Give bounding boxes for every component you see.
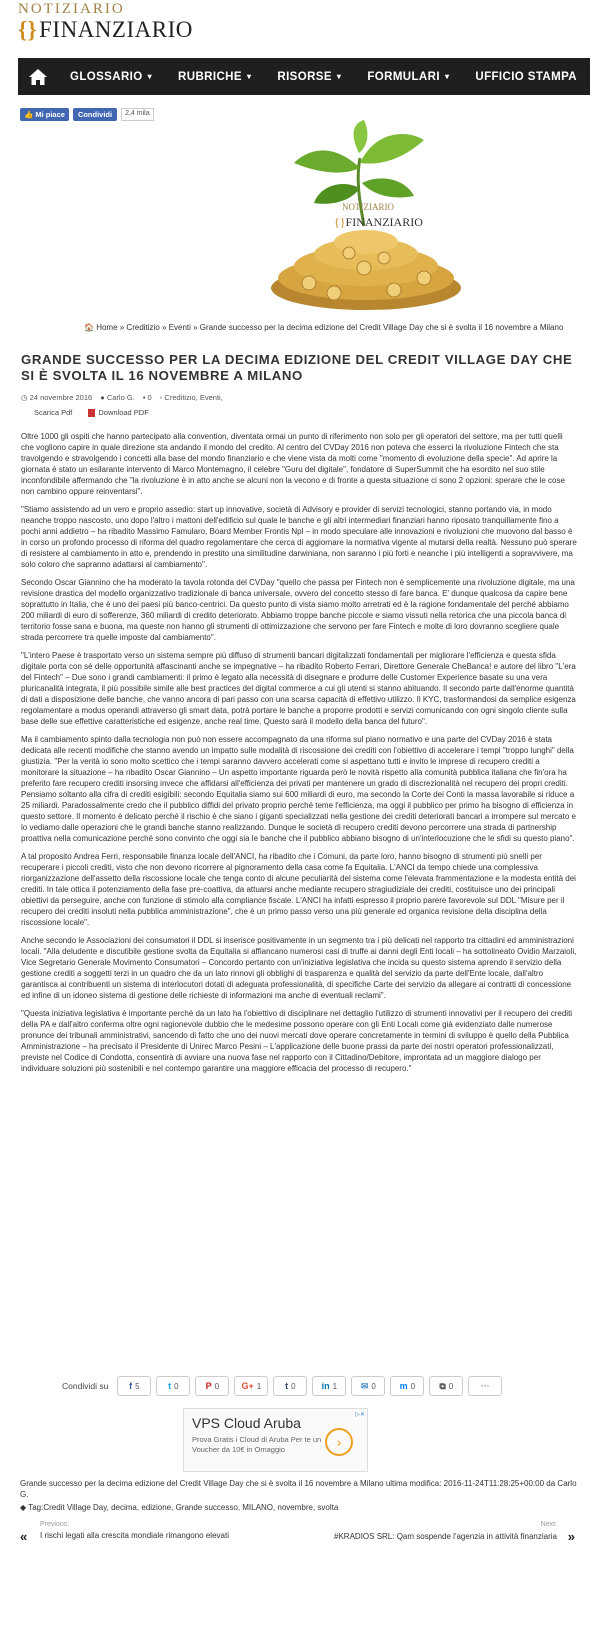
logo-line1: NOTIZIARIO: [18, 1, 125, 17]
article-paragraph: "Stiamo assistendo ad un vero e proprio assedio: start up innovative, società di Advisory e provider di servizi tecnologici, stanno portando via, in modo neanche troppo nascosto, uno dopo l'altro i mattoni dell'edificio sul quale le banche e gli altri intermediari finanziari hanno riposato tranquillamente fino a pochi anni addietro – ha ribadito Massimo Famularo, Board Member Frontis Npl – in modo speculare alle innovazioni e rivoluzioni che muovono dal basso è in corso un profondo processo di riforma del quadro regolamentare che cerca di aggiornare la normativa vigente al mutarsi della realtà. Nessuno può sperare di resistere al cambiamento in atto e, prendendo in prestito una similitudine darwiniana, non saranno i più forti e neanche i più intelligenti a sopravvivere, ma solo coloro che sapranno adattarsi al cambiamento".: [21, 505, 577, 569]
hero-image: [264, 118, 469, 314]
facebook-share-button[interactable]: Condividi: [73, 108, 117, 121]
share-bar: [62, 1376, 502, 1396]
logo-line2: FINANZIARIO: [39, 17, 193, 42]
more-icon: ···: [480, 1381, 490, 1391]
linkedin-share-button[interactable]: in 1: [312, 1376, 346, 1396]
messenger-share-button[interactable]: m 0: [390, 1376, 424, 1396]
email-share-button[interactable]: ✉ 0: [351, 1376, 385, 1396]
double-chevron-left-icon[interactable]: «: [20, 1529, 28, 1544]
tumblr-share-button[interactable]: t 0: [273, 1376, 307, 1396]
chevron-right-icon[interactable]: ›: [325, 1428, 353, 1456]
next-post-link[interactable]: #KRADIOS SRL: Qam sospende l'agenzia in attività finanziaria: [334, 1532, 557, 1541]
hero-brand-line2: FINANZIARIO: [345, 215, 423, 229]
article-paragraph: A tal proposito Andrea Ferri, responsabile finanza locale dell'ANCI, ha ribadito che i Comuni, da parte loro, hanno bisogno di strumenti più snelli per recuperare i piccoli crediti, visto che non devono ricorrere al pignoramento della casa come fa Equitalia. L'ANCI da tempo chiede una complessiva riorganizzazione dell'assetto della riscossione locale che tenga conto di alcune peculiarità del sistema come l'elevata frammentazione e la modesta entità dei crediti. In tale ottica il potenziamento della fase pre-coattiva, da attuarsi anche mediante recupero stragiudiziale dei crediti, costituisce uno dei principali obiettivi da perseguire, anche con funzione di stimolo alla compliance fiscale. L'ANCI ha infatti espresso il proprio parere favorevole sul DDL "Misure per il recupero dei crediti insoluti nella pubblica amministrazione", che è un primo passo verso una più generale ed organica revisione della disciplina della riscossione locale".: [21, 852, 576, 927]
hero-brand-line1: NOTIZIARIO: [342, 202, 394, 212]
nav-glossario[interactable]: GLOSSARIO ▾: [70, 70, 153, 83]
svg-text:{}FINANZIARIO: {}FINANZIARIO: [334, 215, 423, 229]
email-icon: ✉: [360, 1380, 369, 1391]
article-paragraph: Ma il cambiamento spinto dalla tecnologia non può non essere accompagnato da una riforma sul piano normativo e una parte del CVDay 2016 è stata dedicata alle recenti modifiche che stanno avendo un impatto sulle modalità di riscossione dei crediti con l'obiettivo di accelerare i tempi "troppo lunghi" della giustizia. "Per la verità io sono molto scettico che i tempi saranno davvero accelerati come si aspettano tutti e invito le imprese di recupero crediti a monitorare la situazione – ha ribadito Oscar Giannino – Un aspetto importante riguarda però le novità rispetto alla comunità pubblica italiana che fin'ora ha preferito fare recupero crediti insorsing invece che affidarsi all'efficienza dei privati per mantenere un grado di discrezionalità nel recupero dei propri crediti. Pensiamo soltanto alla cifra di crediti esigibili: secondo Equitalia siamo sui 600 miliardi di euro, ma secondo la Corte dei Conti la massa lavorabile si riduce a 25 miliardi. Paradossalmente credo che il pubblico diffidi del privato proprio perché teme l'efficienza, ma oggi il pubblico per primo ha bisogno di efficienza in questo settore. Il momento è delicato perché il rischio è che siano i giganti specializzati nella gestione dei crediti deteriorati bancari a irrompere sul mercato e lo vediamo dalle operazioni che le grandi banche stanno realizzando. Dunque le società di recupero crediti devono percorrere una strada di partnership proattiva nella comunicazione perché sono convinto che oggi sia le banche che il pubblico abbiano bisogno di un'interlocuzione che le sfidi su questo piano".: [21, 735, 576, 843]
ad-text: Prova Gratis i Cloud di Aruba Per te un Voucher da 10€ in Omaggio: [192, 1435, 322, 1454]
article-title: GRANDE SUCCESSO PER LA DECIMA EDIZIONE DEL CREDIT VILLAGE DAY CHE SI È SVOLTA IL 16 NOVEMBRE A MILANO: [21, 352, 573, 383]
previous-label: Previous:: [40, 1521, 70, 1528]
article-meta: [21, 393, 223, 402]
nav-ufficio-stampa[interactable]: UFFICIO STAMPA: [475, 70, 577, 83]
article-paragraph: "Questa iniziativa legislativa è importante perché da un lato ha l'obiettivo di disciplinare nel dettaglio l'utilizzo di strumenti innovativi per il recupero dei crediti della PA e dall'altro conferma oltre ogni ragionevole dubbio che le medesime possono operare con gli Enti Locali come già evidenziato dalle numerose pronunce dei tribunali amministrativi, sancendo di fatto che uno dei nuovi mercati dove operare concretamente in termini di sviluppo è quello della Pubblica Amministrazione – ha precisato il Presidente di Unirec Marco Pesini – L'applicazione delle buone prassi da parte dei nostri operatori professionalizzati, previste nel Codice di Condotta, consentirà di avviare una nuova fase nel rapporto con il Cittadino/Debitore, improntata ad un maggiore dialogo per individuare soluzioni più sostenibili e nel contempo garantire una maggiore efficacia del processo di recupero.": [21, 1009, 573, 1073]
next-label: Next:: [540, 1521, 557, 1528]
pdf-links: [34, 408, 149, 417]
nav-risorse[interactable]: RISORSE ▾: [277, 70, 342, 83]
home-icon: [28, 68, 48, 86]
print-pdf-link[interactable]: Scarica Pdf: [34, 408, 73, 417]
messenger-icon: m: [399, 1381, 408, 1391]
post-date: 24 novembre 2016: [29, 393, 93, 402]
tumblr-icon: t: [285, 1381, 289, 1391]
comment-count[interactable]: 0: [147, 393, 152, 402]
more-share-button[interactable]: [468, 1376, 502, 1396]
article-paragraph: Secondo Oscar Giannino che ha moderato la tavola rotonda del CVDay "quello che passa per Fintech non è semplicemente una rivoluzione digitale, ma una revisione drastica del modello organizzativo tradizionale di banca universale, ovvero del concetto stesso di fare banca. E' dunque qualcosa da capire bene soprattutto in Italia, che è uno dei paesi più banco-centrici. Da questo punto di vista siamo molto arretrati ed è la ragione fondamentale del perché abbiamo 200 miliardi di euro di sofferenze, 360 miliardi di credito deteriorato. Abbiamo troppe banche piccole e siamo vissuti nella retorica che una piccola banca di territorio fosse sana e buona, ma queste non hanno gli strumenti di ottimizzazione che servono per fare Fintech e molte di loro dovranno scegliere quale strada percorrere tra quelle imposte dal cambiamento".: [21, 578, 575, 642]
comment-icon: ▪: [142, 393, 148, 402]
chevron-down-icon: ▾: [147, 72, 153, 81]
nav-rubriche[interactable]: RUBRICHE ▾: [178, 70, 252, 83]
clock-icon: ◷: [21, 393, 30, 402]
previous-post-link[interactable]: I rischi legati alla crescita mondiale rimangono elevati: [40, 1531, 229, 1540]
advertisement[interactable]: [183, 1408, 368, 1472]
folder-icon: ▫: [159, 393, 165, 402]
facebook-share-button[interactable]: f 5: [117, 1376, 151, 1396]
article-body: [21, 431, 577, 1081]
home-button[interactable]: [18, 58, 57, 95]
tag-icon: ◆: [20, 1503, 29, 1512]
thumbs-up-icon: 👍: [24, 109, 34, 119]
googleplus-share-button[interactable]: G+ 1: [234, 1376, 268, 1396]
ad-choices-icon[interactable]: ▷✕: [355, 1412, 365, 1418]
facebook-share-count: 2,4 mila: [121, 108, 154, 121]
share-label: Condividi su: [62, 1381, 109, 1391]
main-navbar: [18, 58, 590, 95]
post-tags: ◆ Tag:Credit Village Day, decima, edizione, Grande successo, MILANO, novembre, svolta: [20, 1503, 339, 1512]
article-paragraph: "L'intero Paese è trasportato verso un sistema sempre più diffuso di strumenti bancari digitalizzati fondamentali per migliorare l'efficienza e questa sfida digitale porta con sé delle opportunità affascinanti anche se impegnative – ha ribadito Roberto Ferrari, Direttore Generale CheBanca! e autore del libro "L'era del Fintech" – Due sono i grandi cambiamenti: il primo è legato alla necessità di disegnare e produrre delle Customer Experience basate su una vera pluricanalità integrata, il più possibile simile alle best practices del digital commerce a cui gli utenti si stanno abituando. Il secondo parte dall'enorme quantità di dati a disposizione delle banche, che vanno ancora di pari passo con una scarsa capacità di effettivo utilizzo. Il KYC, trasformandosi da semplice esigenza regolamentare a modus operandi attraverso gli smart data, potrà portare le banche a proporre prodotti e servizi comunicando con ogni singolo cliente sulla base delle sue effettive caratteristiche ed esigenze, anche real time. Questo sarà il modello della banca del futuro".: [21, 651, 576, 726]
logo-brace: {}: [18, 17, 38, 42]
copy-share-button[interactable]: ⧉ 0: [429, 1376, 463, 1396]
pdf-icon: [88, 409, 95, 417]
facebook-widget: [20, 107, 154, 121]
twitter-icon: t: [168, 1381, 172, 1391]
facebook-like-button[interactable]: 👍 Mi piace: [20, 108, 69, 121]
twitter-share-button[interactable]: t 0: [156, 1376, 190, 1396]
copy-icon: ⧉: [439, 1380, 446, 1391]
chevron-down-icon: ▾: [444, 72, 450, 81]
last-modified: Grande successo per la decima edizione del Credit Village Day che si è svolta il 16 novembre a Milano ultima modifica: 2016-11-24T11:28:25+00:00 da Carlo G.: [20, 1479, 577, 1499]
article-paragraph: Oltre 1000 gli ospiti che hanno partecipato alla convention, diventata ormai un punto di riferimento non solo per gli operatori del settore, ma per tutti quelli che vogliono capire in quale direzione sta andando il mondo del credito. Al centro del CVDay 2016 non poteva che esserci la rivoluzione Fintech che sta travolgendo e stravolgendo i concetti alla base del mondo finanziario e che viene vista da molti come "momento di evoluzione della specie". Ad aprire la giornata è stato un esilarante intervento di Marco Montemagno, il celebre "Guru del digitale", fondatore di SuperSummit che ha esordito nel suo stile inconfondibile affermando che "la rivoluzione è in atto anche se alcuni non la vecono e di fronte a questa situazione ci sono 2 opzioni: sperare che le cose non cambino oppure reinventarsi".: [21, 432, 565, 496]
user-icon: ●: [100, 393, 107, 402]
breadcrumb: [84, 323, 584, 332]
pinterest-icon: P: [205, 1381, 212, 1391]
chevron-down-icon: ▾: [336, 72, 342, 81]
linkedin-icon: in: [321, 1381, 330, 1391]
ad-title: VPS Cloud Aruba: [192, 1415, 301, 1431]
double-chevron-right-icon[interactable]: »: [567, 1529, 575, 1544]
nav-formulari[interactable]: FORMULARI ▾: [367, 70, 450, 83]
pinterest-share-button[interactable]: P 0: [195, 1376, 229, 1396]
article-paragraph: Anche secondo le Associazioni dei consumatori il DDL si inserisce positivamente in un segmento tra i più delicati nel rapporto tra cittadini ed amministrazioni locali. "Alla deludente e discutibile gestione svolta da Equitalia si affiancano numerosi casi di truffe ai danni degli Enti locali – ha sottolineato Ovidio Marzaioli, Vice Segretario Generale Movimento Consumatori – Concordo pertanto con un'iniziativa legislativa che incida su questo sistema aprendo il servizio della gestione crediti a soggetti terzi in un quadro che da un lato rinnovi gli obblighi di trasparenza e qualità del servizio da parte dell'Ente locale, dall'altro garantisca ai contribuenti un sistema di interlocutori dotati di adeguata professionalità, di specifiche Carte dei servizio da allegare ai contratti di concessione ed infine di un idoneo sistema di gestione delle richieste di informazioni ma anche di eventuali reclami".: [21, 936, 577, 1000]
chevron-down-icon: ▾: [246, 72, 252, 81]
facebook-icon: f: [129, 1381, 133, 1391]
post-author[interactable]: Carlo G.: [106, 393, 135, 402]
home-icon: 🏠: [84, 323, 97, 332]
site-logo[interactable]: [18, 2, 228, 44]
google-plus-icon: G+: [241, 1381, 254, 1391]
breadcrumb-text[interactable]: Home » Creditizio » Eventi » Grande successo per la decima edizione del Credit Village Day che si è svolta il 16 novembre a Milano: [96, 323, 564, 332]
post-categories[interactable]: Creditizio, Eventi,: [164, 393, 223, 402]
download-pdf-link[interactable]: Download PDF: [88, 408, 148, 417]
